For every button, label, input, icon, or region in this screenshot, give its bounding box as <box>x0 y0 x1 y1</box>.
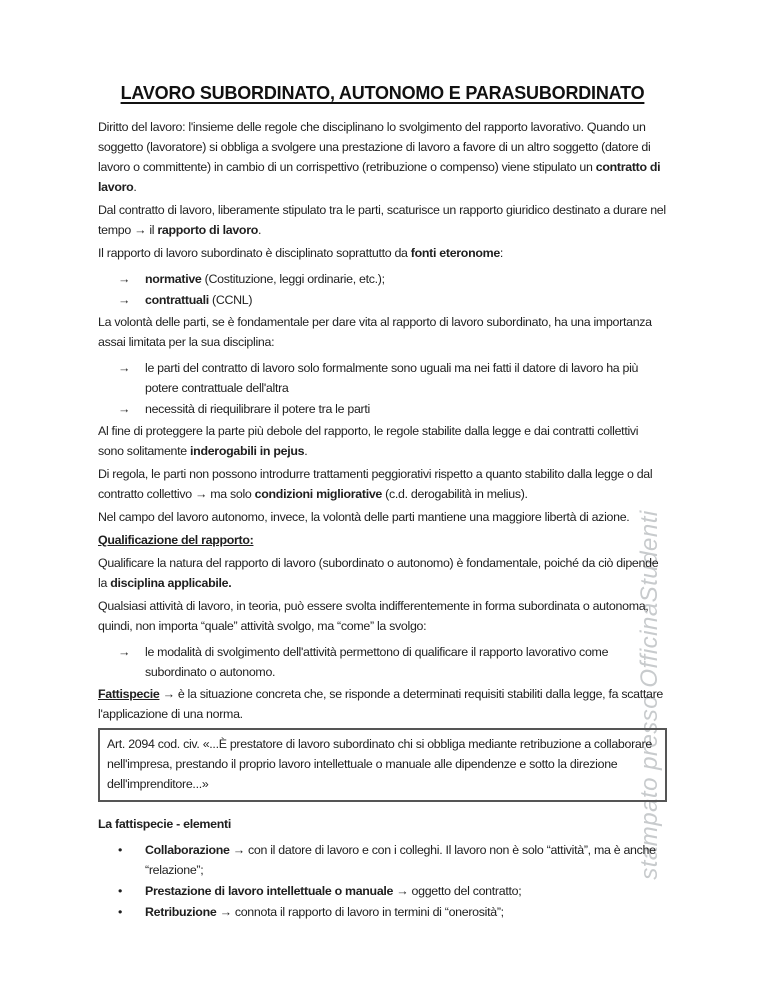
paragraph-proteggere <box>98 421 667 461</box>
text-run-bold: rapporto di lavoro <box>157 223 258 237</box>
text-run-bold: inderogabili in pejus <box>190 444 305 458</box>
list-item-text: necessità di riequilibrare il potere tra le parti <box>145 402 370 416</box>
arrow-icon: → <box>118 293 131 307</box>
text-run: → connota il rapporto di lavoro in termini di “onerosità”; <box>216 905 504 919</box>
list-item-text <box>145 881 667 901</box>
list-item <box>98 840 667 880</box>
paragraph-diritto-del-lavoro <box>98 117 667 197</box>
text-run-bold: condizioni migliorative <box>254 487 383 501</box>
arrow-icon: → <box>118 402 131 416</box>
list-item-text <box>145 290 667 310</box>
text-run: Al fine di proteggere la parte più debole del rapporto, le regole stabilite dalla legge e dai contratti collettivi sono solitamente <box>98 424 639 458</box>
list-item <box>98 290 667 310</box>
text-run-bold: contratto di lavoro <box>98 160 661 194</box>
arrow-icon: → <box>118 645 131 659</box>
text-run: (CCNL) <box>208 293 253 307</box>
article-2094-text: Art. 2094 cod. civ. «...È prestatore di lavoro subordinato chi si obbliga mediante retribuzione a collaborare nell'impresa, prestando il proprio lavoro intellettuale o manuale alle dipendenze e sotto la direzione dell'imprenditore...» <box>107 737 652 791</box>
text-run-bold: normative <box>145 272 202 286</box>
paragraph-fonti-eteronome <box>98 243 667 263</box>
paragraph-di-regola <box>98 464 667 504</box>
bullet-list-elementi <box>98 840 667 922</box>
document-title-text: LAVORO SUBORDINATO, AUTONOMO E PARASUBORDINATO <box>120 83 645 103</box>
bullet-icon: • <box>118 884 123 898</box>
list-item <box>98 399 667 419</box>
text-run: → con il datore di lavoro e con i colleghi. Il lavoro non è solo “attività”, ma è anche “relazione”; <box>145 843 656 877</box>
text-run-bold: Retribuzione <box>145 905 217 919</box>
text-run: Il rapporto di lavoro subordinato è disciplinato soprattutto da <box>98 246 411 260</box>
arrow-list-volonta <box>98 358 667 419</box>
list-item <box>98 358 667 398</box>
arrow-list-modalita <box>98 642 667 682</box>
text-run: → è la situazione concreta che, se risponde a determinati requisiti stabiliti dalla legge, fa scattare l'applicazione di una norma. <box>98 687 664 721</box>
paragraph-qualsiasi: Qualsiasi attività di lavoro, in teoria, può essere svolta indifferentemente in forma subordinata o autonoma, quindi, non importa “quale” attività svolgo, ma “come” la svolgo: <box>98 599 649 633</box>
paragraph-qualificare <box>98 553 667 593</box>
text-run: Di regola, le parti non possono introdurre trattamenti peggiorativi rispetto a quanto stabilito dalla legge o dal contratto collettivo → ma solo <box>98 467 653 501</box>
arrow-list-fonti <box>98 269 667 310</box>
document-title <box>98 82 667 104</box>
arrow-icon: → <box>118 272 131 286</box>
paragraph-volonta: La volontà delle parti, se è fondamentale per dare vita al rapporto di lavoro subordinato, ha una importanza assai limitata per la sua disciplina: <box>98 315 652 349</box>
section-heading-elementi: La fattispecie - elementi <box>98 817 231 831</box>
paragraph-dal-contratto <box>98 200 667 240</box>
text-run: (c.d. derogabilità in melius). <box>382 487 528 501</box>
list-item <box>98 881 667 901</box>
arrow-icon: → <box>118 361 131 375</box>
list-item-text <box>145 840 667 880</box>
text-run: . <box>258 223 262 237</box>
watermark-text: stampato presso OfficinaStudenti <box>636 510 663 880</box>
text-run: Dal contratto di lavoro, liberamente stipulato tra le parti, scaturisce un rapporto giuridico destinato a durare nel tempo → il <box>98 203 666 237</box>
list-item <box>98 642 667 682</box>
text-run: . <box>304 444 308 458</box>
paragraph-lavoro-autonomo: Nel campo del lavoro autonomo, invece, la volontà delle parti mantiene una maggiore libertà di azione. <box>98 510 630 524</box>
text-run-bold: Collaborazione <box>145 843 230 857</box>
section-heading-qualificazione: Qualificazione del rapporto: <box>98 533 254 547</box>
list-item-text <box>145 269 667 289</box>
text-run: Diritto del lavoro: l'insieme delle regole che disciplinano lo svolgimento del rapporto lavorativo. Quando un soggetto (lavoratore) si obbliga a svolgere una prestazione di lavoro a favore di un altro soggetto (datore di lavoro o committente) in cambio di un corrispettivo (retribuzione o compenso) viene stipulato un <box>98 120 651 174</box>
text-run-bold: Prestazione di lavoro intellettuale o manuale <box>145 884 394 898</box>
text-run-bold: disciplina applicabile. <box>110 576 232 590</box>
text-run-bold: contrattuali <box>145 293 209 307</box>
bullet-icon: • <box>118 905 123 919</box>
text-run-bold: fonti eteronome <box>410 246 500 260</box>
text-run: (Costituzione, leggi ordinarie, etc.); <box>201 272 385 286</box>
paragraph-fattispecie <box>98 684 667 724</box>
bullet-icon: • <box>118 843 123 857</box>
text-run-bold-underline: Fattispecie <box>98 687 160 701</box>
article-2094-box <box>98 728 667 802</box>
list-item <box>98 902 667 922</box>
list-item-text: le modalità di svolgimento dell'attività permettono di qualificare il rapporto lavorativo come subordinato o autonomo. <box>145 645 609 679</box>
text-run: . <box>133 180 137 194</box>
list-item <box>98 269 667 289</box>
text-run: : <box>499 246 504 260</box>
text-run: Qualificare la natura del rapporto di lavoro (subordinato o autonomo) è fondamentale, poiché da ciò dipende la <box>98 556 659 590</box>
list-item-text: le parti del contratto di lavoro solo formalmente sono uguali ma nei fatti il datore di lavoro ha più potere contrattuale dell'altra <box>145 361 639 395</box>
list-item-text <box>145 902 667 922</box>
text-run: → oggetto del contratto; <box>393 884 522 898</box>
